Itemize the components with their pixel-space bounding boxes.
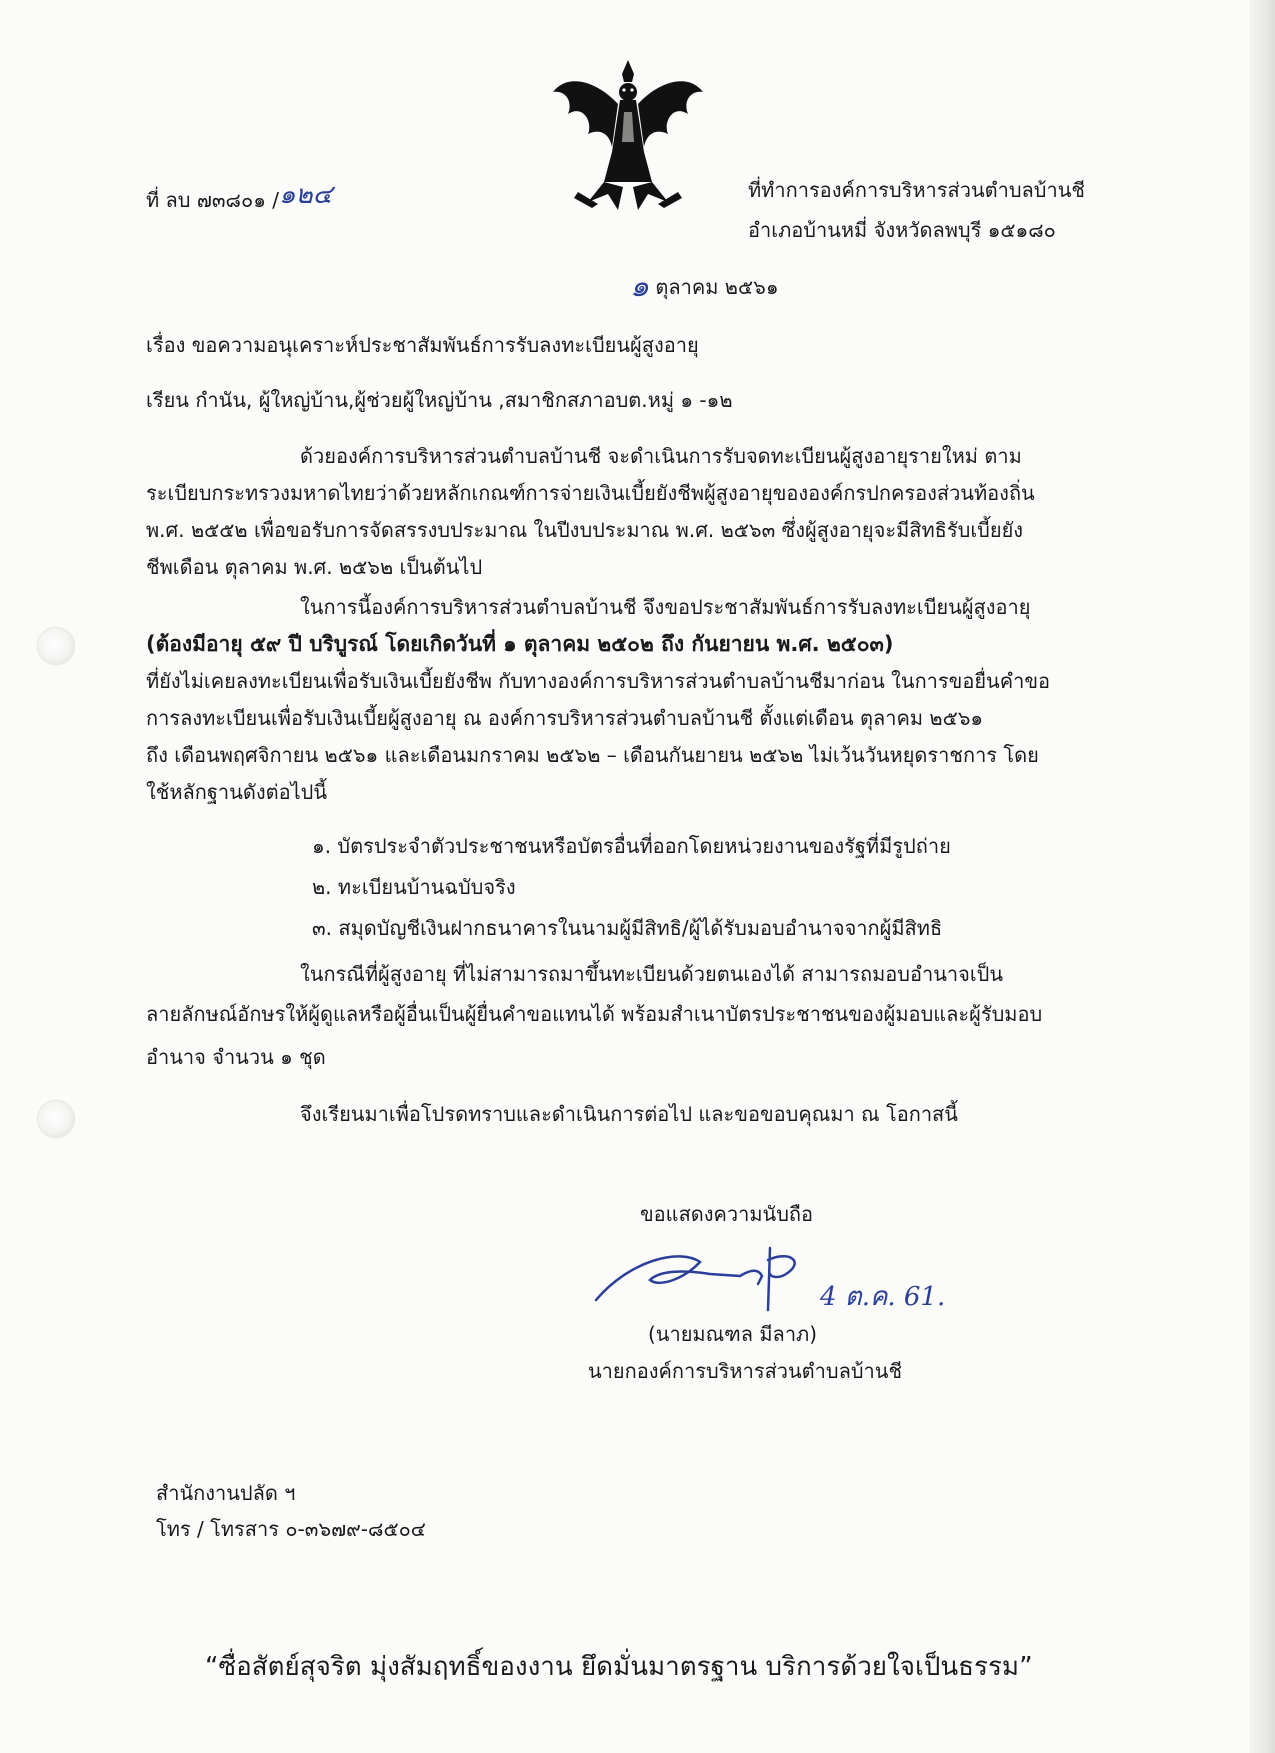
handwritten-sign-date: 4 ต.ค. 61. bbox=[820, 1282, 946, 1312]
para2-line: การลงทะเบียนเพื่อรับเงินเบี้ยผู้สูงอายุ ณ องค์การบริหารส่วนตำบลบ้านชี ตั้งแต่เดือน ตุลาคม ๒๕๖๑ bbox=[146, 706, 984, 730]
punch-hole bbox=[38, 628, 74, 664]
para3-line: ลายลักษณ์อักษรให้ผู้ดูแลหรือผู้อื่นเป็นผู้ยื่นคำขอแทนได้ พร้อมสำเนาบัตรประชาชนของผู้มอบและผู้รับมอบ bbox=[146, 1002, 1043, 1026]
para2-line: ใช้หลักฐานดังต่อไปนี้ bbox=[146, 780, 328, 804]
paper-edge-shadow bbox=[1249, 0, 1275, 1753]
para1-line: ด้วยองค์การบริหารส่วนตำบลบ้านชี จะดำเนินการรับจดทะเบียนผู้สูงอายุรายใหม่ ตาม bbox=[300, 444, 1022, 468]
evidence-item: ๒. ทะเบียนบ้านฉบับจริง bbox=[312, 875, 516, 899]
date-month-year: ตุลาคม ๒๕๖๑ bbox=[655, 275, 779, 299]
recipient-line: เรียน กำนัน, ผู้ใหญ่บ้าน,ผู้ช่วยผู้ใหญ่บ้าน ,สมาชิกสภาอบต.หมู่ ๑ -๑๒ bbox=[146, 388, 733, 412]
signatory-position: นายกองค์การบริหารส่วนตำบลบ้านชี bbox=[588, 1359, 903, 1383]
para2-line: ในการนี้องค์การบริหารส่วนตำบลบ้านชี จึงขอประชาสัมพันธ์การรับลงทะเบียนผู้สูงอายุ bbox=[300, 595, 1031, 619]
department-name: สำนักงานปลัด ฯ bbox=[156, 1481, 296, 1505]
para2-line: ถึง เดือนพฤศจิกายน ๒๕๖๑ และเดือนมกราคม ๒๕๖๒ – เดือนกันยายน ๒๕๖๒ ไม่เว้นวันหยุดราชการ โดย bbox=[146, 743, 1039, 767]
para1-line: ชีพเดือน ตุลาคม พ.ศ. ๒๕๖๒ เป็นต้นไป bbox=[146, 555, 483, 579]
office-address-line1: ที่ทำการองค์การบริหารส่วนตำบลบ้านชี bbox=[748, 178, 1085, 202]
age-criteria-bold: (ต้องมีอายุ ๕๙ ปี บริบูรณ์ โดยเกิดวันที่ ๑ ตุลาคม ๒๕๐๒ ถึง กันยายน พ.ศ. ๒๕๐๓) bbox=[146, 632, 894, 656]
para3-line: อำนาจ จำนวน ๑ ชุด bbox=[146, 1045, 326, 1069]
para2-line: ที่ยังไม่เคยลงทะเบียนเพื่อรับเงินเบี้ยยังชีพ กับทางองค์การบริหารส่วนตำบลบ้านชีมาก่อน ในการขอยื่นคำขอ bbox=[146, 669, 1051, 693]
handwritten-date-day: ๑ bbox=[630, 269, 650, 304]
document-number-prefix: ที่ ลบ ๗๓๘๐๑ / bbox=[146, 188, 279, 212]
evidence-item: ๑. บัตรประจำตัวประชาชนหรือบัตรอื่นที่ออกโดยหน่วยงานของรัฐที่มีรูปถ่าย bbox=[312, 834, 951, 858]
para1-line: พ.ศ. ๒๕๕๒ เพื่อขอรับการจัดสรรงบประมาณ ในปีงบประมาณ พ.ศ. ๒๕๖๓ ซึ่งผู้สูงอายุจะมีสิทธิรับเบี้ยยัง bbox=[146, 518, 1024, 542]
handwritten-document-number: ๑๒๔ bbox=[279, 180, 333, 210]
document-date bbox=[630, 269, 779, 304]
para1-line: ระเบียบกระทรวงมหาดไทยว่าด้วยหลักเกณฑ์การจ่ายเงินเบี้ยยังชีพผู้สูงอายุขององค์กรปกครองส่วนท้องถิ่น bbox=[146, 481, 1035, 505]
office-address-line2: อำเภอบ้านหมี่ จังหวัดลพบุรี ๑๕๑๘๐ bbox=[748, 218, 1056, 242]
garuda-emblem-icon bbox=[548, 52, 708, 222]
punch-hole bbox=[38, 1101, 74, 1137]
evidence-item: ๓. สมุดบัญชีเงินฝากธนาคารในนามผู้มีสิทธิ/ผู้ได้รับมอบอำนาจจากผู้มีสิทธิ bbox=[312, 916, 943, 940]
signatory-name: (นายมณฑล มีลาภ) bbox=[648, 1322, 818, 1346]
para3-line: ในกรณีที่ผู้สูงอายุ ที่ไม่สามารถมาขึ้นทะเบียนด้วยตนเองได้ สามารถมอบอำนาจเป็น bbox=[300, 962, 1004, 986]
regards-text: ขอแสดงความนับถือ bbox=[640, 1202, 814, 1226]
contact-phone: โทร / โทรสาร ๐-๓๖๗๙-๘๕๐๔ bbox=[156, 1517, 426, 1541]
document-number bbox=[146, 180, 333, 214]
closing-paragraph: จึงเรียนมาเพื่อโปรดทราบและดำเนินการต่อไป และขอขอบคุณมา ณ โอกาสนี้ bbox=[300, 1102, 958, 1126]
subject-line: เรื่อง ขอความอนุเคราะห์ประชาสัมพันธ์การรับลงทะเบียนผู้สูงอายุ bbox=[146, 333, 699, 357]
organization-motto: “ซื่อสัตย์สุจริต มุ่งสัมฤทธิ์ของงาน ยึดมั่นมาตรฐาน บริการด้วยใจเป็นธรรม” bbox=[205, 1652, 1033, 1682]
